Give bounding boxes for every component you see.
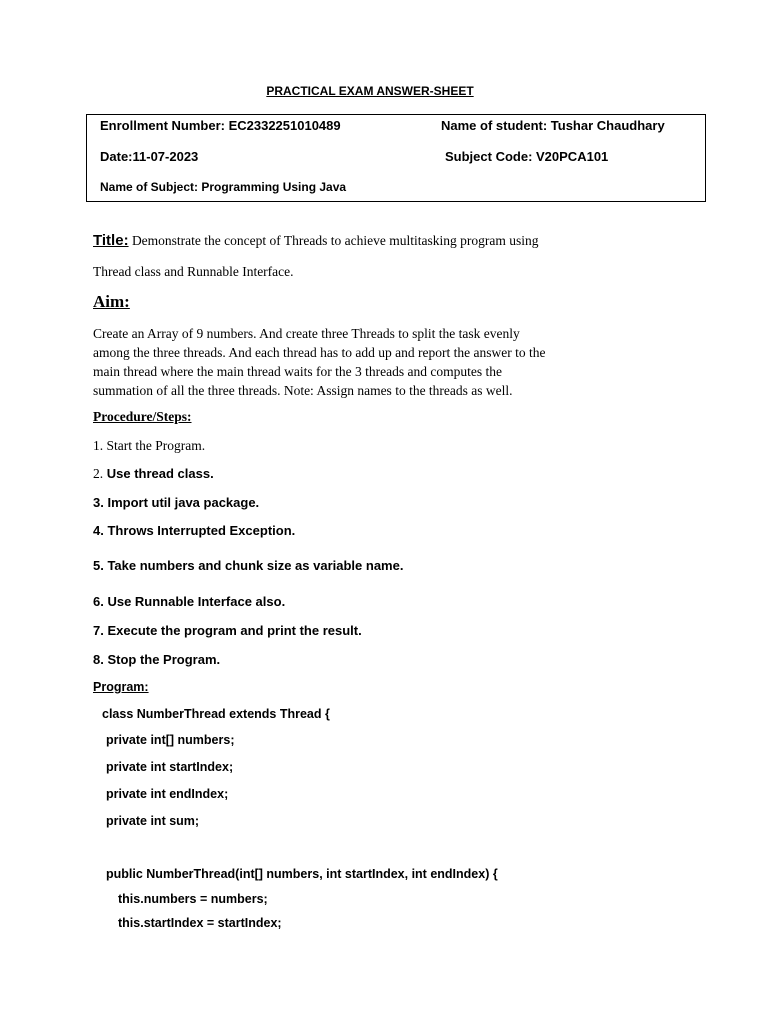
code-line: private int startIndex; bbox=[106, 760, 234, 774]
code-line: public NumberThread(int[] numbers, int startIndex, int endIndex) { bbox=[106, 867, 498, 881]
procedure-step bbox=[93, 466, 214, 482]
program-heading: Program: bbox=[93, 680, 149, 694]
student-name: Name of student: Tushar Chaudhary bbox=[441, 118, 665, 133]
aim-line: main thread where the main thread waits for the 3 threads and computes the bbox=[93, 364, 502, 379]
procedure-step: 6. Use Runnable Interface also. bbox=[93, 594, 286, 609]
code-line: this.startIndex = startIndex; bbox=[118, 916, 282, 930]
aim-line: Create an Array of 9 numbers. And create three Threads to split the task evenly bbox=[93, 326, 520, 341]
title-continuation: Thread class and Runnable Interface. bbox=[93, 264, 294, 279]
step-number: 2. bbox=[93, 466, 104, 481]
enrollment-number: Enrollment Number: EC2332251010489 bbox=[100, 118, 341, 133]
aim-paragraph bbox=[93, 324, 633, 400]
procedure-step: 5. Take numbers and chunk size as variable name. bbox=[93, 558, 404, 573]
subject-name: Name of Subject: Programming Using Java bbox=[100, 180, 347, 194]
code-line: private int[] numbers; bbox=[106, 733, 235, 747]
procedure-step: 8. Stop the Program. bbox=[93, 652, 221, 667]
step-text: Use thread class. bbox=[106, 466, 214, 481]
code-line: class NumberThread extends Thread { bbox=[102, 707, 330, 721]
procedure-heading: Procedure/Steps: bbox=[93, 409, 192, 424]
code-line: private int endIndex; bbox=[106, 787, 229, 801]
aim-line: summation of all the three threads. Note: Assign names to the threads as well. bbox=[93, 383, 513, 398]
page-title: PRACTICAL EXAM ANSWER-SHEET bbox=[266, 84, 474, 98]
student-info-box bbox=[86, 114, 706, 202]
title-text: Demonstrate the concept of Threads to achieve multitasking program using bbox=[128, 233, 539, 248]
title-label: Title: bbox=[93, 232, 129, 249]
aim-line: among the three threads. And each thread has to add up and report the answer to the bbox=[93, 345, 546, 360]
subject-code: Subject Code: V20PCA101 bbox=[445, 149, 609, 164]
title-line bbox=[93, 232, 538, 249]
procedure-step: 4. Throws Interrupted Exception. bbox=[93, 523, 296, 538]
aim-heading: Aim: bbox=[93, 292, 130, 311]
procedure-step: 3. Import util java package. bbox=[93, 495, 260, 510]
procedure-step: 1. Start the Program. bbox=[93, 438, 206, 453]
code-line: private int sum; bbox=[106, 814, 200, 828]
procedure-step: 7. Execute the program and print the result. bbox=[93, 623, 362, 638]
code-line: this.numbers = numbers; bbox=[118, 892, 268, 906]
exam-date: Date:11-07-2023 bbox=[100, 149, 199, 164]
